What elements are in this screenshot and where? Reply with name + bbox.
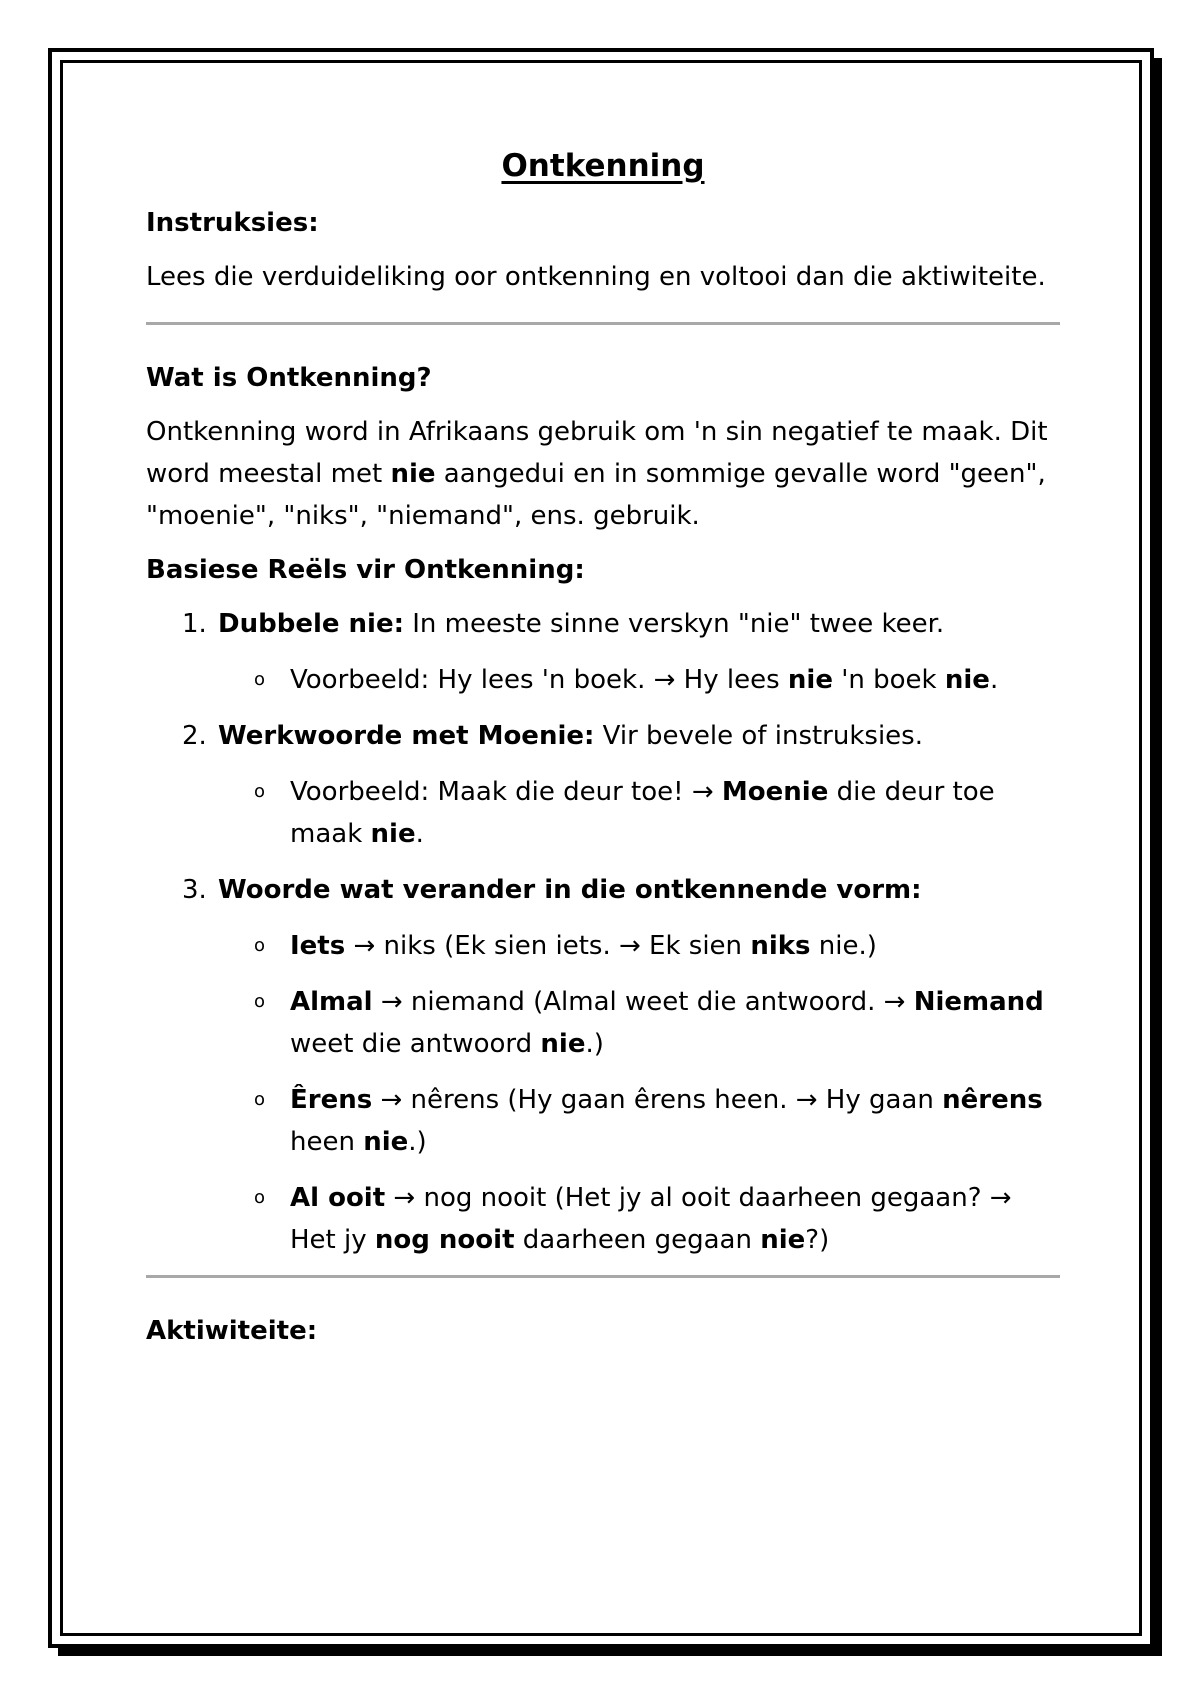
example-item [218,771,1060,855]
example-bold-text: nog nooit [374,1225,515,1255]
example-text: 'n boek [832,665,945,695]
example-text: → niks (Ek sien iets. → Ek sien [345,931,751,961]
example-text: die deur toe maak [290,777,995,849]
what-is-text-2: aangedui en in sommige gevalle word "geen", "moenie", "niks", "niemand", ens. gebruik. [146,459,1046,531]
example-bold-text: nie [787,665,833,695]
what-is-text-1: Ontkenning word in Afrikaans gebruik om 'n sin negatief te maak. Dit word meestal met [146,417,1048,489]
circle-bullet-icon: o [254,1089,266,1110]
example-text: ?) [805,1225,830,1255]
rule-number: 3. [182,875,207,905]
example-bold-text: Al ooit [290,1183,386,1213]
example-text: daarheen gegaan [514,1225,761,1255]
example-text: Voorbeeld: Hy lees 'n boek. → Hy lees [290,665,788,695]
rule-item [146,715,1060,855]
instructions-text: Lees die verduideliking oor ontkenning en voltooi dan die aktiwiteite. [146,262,1046,292]
example-bold-text: Êrens [290,1085,373,1115]
rules-heading: Basiese Reëls vir Ontkenning: [146,555,585,585]
example-item [218,659,1060,701]
example-bold-text: nie [363,1127,409,1157]
rule-examples [218,771,1060,855]
example-text: weet die antwoord [290,1029,541,1059]
example-text: heen [290,1127,364,1157]
rule-description: In meeste sinne verskyn "nie" twee keer. [404,609,945,639]
rule-examples [218,925,1060,1261]
circle-bullet-icon: o [254,991,266,1012]
example-item [218,981,1060,1065]
example-text: . [989,665,999,695]
example-bold-text: nie [540,1029,586,1059]
example-text: → nog nooit (Het jy al ooit daarheen gegaan? → Het jy [290,1183,1012,1255]
what-is-heading: Wat is Ontkenning? [146,363,432,393]
example-bold-text: nie [370,819,416,849]
example-text: .) [408,1127,427,1157]
rule-title: Woorde wat verander in die ontkennende vorm: [218,875,922,905]
example-item [218,1079,1060,1163]
what-is-text-bold: nie [390,459,436,489]
example-text: nie.) [810,931,877,961]
example-bold-text: Niemand [913,987,1044,1017]
rule-title: Werkwoorde met Moenie: [218,721,595,751]
circle-bullet-icon: o [254,1187,266,1208]
rule-number: 1. [182,609,207,639]
example-text: . [415,819,424,849]
rules-list [146,603,1060,1261]
example-bold-text: Almal [290,987,373,1017]
example-bold-text: Iets [290,931,346,961]
rule-number: 2. [182,721,207,751]
rule-title: Dubbele nie: [218,609,404,639]
what-is-paragraph [146,411,1060,537]
example-text: → nêrens (Hy gaan êrens heen. → Hy gaan [372,1085,943,1115]
example-bold-text: Moenie [721,777,829,807]
circle-bullet-icon: o [254,935,266,956]
example-item [218,1177,1060,1261]
example-bold-text: nie [760,1225,806,1255]
example-item [218,925,1060,967]
example-text: Voorbeeld: Maak die deur toe! → [290,777,722,807]
example-text: .) [585,1029,604,1059]
rule-examples [218,659,1060,701]
page-title: Ontkenning [501,148,705,184]
instructions-heading: Instruksies: [146,208,319,238]
example-bold-text: nie [944,665,990,695]
document-content [146,132,1060,1364]
circle-bullet-icon: o [254,781,266,802]
rule-item [146,603,1060,701]
divider [146,322,1060,325]
example-bold-text: nêrens [942,1085,1043,1115]
example-text: → niemand (Almal weet die antwoord. → [372,987,914,1017]
example-bold-text: niks [750,931,811,961]
activities-heading: Aktiwiteite: [146,1316,318,1346]
divider [146,1275,1060,1278]
rule-description: Vir bevele of instruksies. [594,721,923,751]
circle-bullet-icon: o [254,669,266,690]
rule-item [146,869,1060,1261]
